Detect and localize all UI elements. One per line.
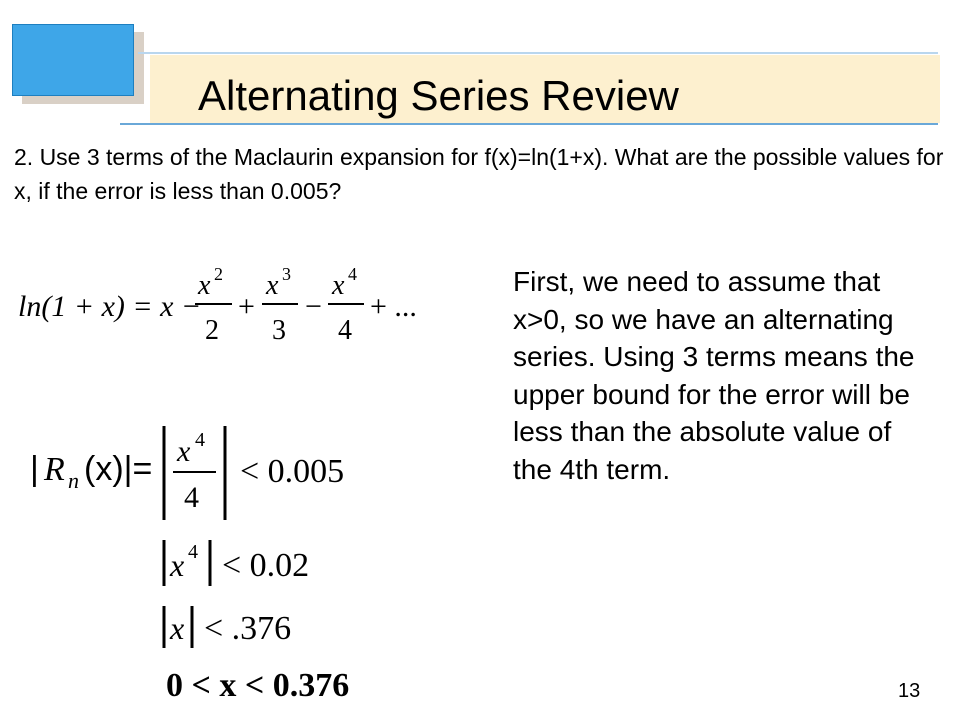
step3-base: x [170,610,185,646]
step4-expr: 0 < x < 0.376 [166,667,350,704]
series-t4-exp: 4 [348,264,357,284]
series-t3-num: x [266,270,279,301]
slide-title: Alternating Series Review [198,72,679,119]
remainder-exp: 4 [195,429,205,451]
series-t4-num: x [332,270,345,301]
remainder-den: 4 [184,481,199,514]
series-t3-den: 3 [272,315,286,346]
page-number: 13 [898,680,921,702]
series-tail: + ... [370,290,417,323]
remainder-label-n: n [68,468,79,493]
step2-base: x [170,547,185,583]
remainder-label-rest: (x)|= [84,450,153,488]
series-t4-den: 4 [338,315,352,346]
series-lhs: ln(1 + x) = x − [18,290,202,323]
remainder-rhs: < 0.005 [240,453,345,490]
series-t3-exp: 3 [282,264,291,284]
series-t2-exp: 2 [214,264,223,284]
series-t2-num: x [198,270,211,301]
step2-exp: 4 [188,541,198,563]
question-text: 2. Use 3 terms of the Maclaurin expansion for f(x)=ln(1+x). What are the possible values for x, if the error is less than 0.005? [14,144,944,204]
step2-rhs: < 0.02 [222,547,310,584]
remainder-num: x [177,435,191,468]
explanation-text: First, we need to assume that x>0, so we have an alternating series. Using 3 terms means the upper bound for the error will be less than the absolute value of the 4th term. [513,266,915,485]
series-op2: + [238,290,255,323]
step3-rhs: < .376 [204,610,292,647]
series-t2-den: 2 [205,315,219,346]
series-op3: − [305,290,322,323]
remainder-label-bar: | [30,450,39,488]
remainder-label-r: R [44,451,65,488]
